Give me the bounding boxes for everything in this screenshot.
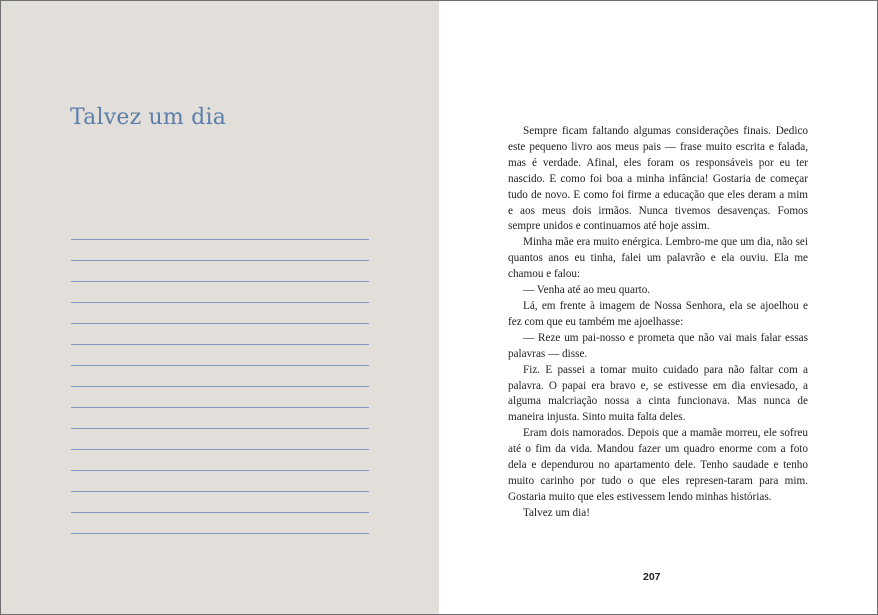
paragraph: Lá, em frente à imagem de Nossa Senhora, ela se ajoelhou e fez com que eu também me ajoelhasse:: [508, 299, 808, 328]
writing-line: [71, 281, 369, 282]
writing-line: [71, 512, 369, 513]
paragraph: — Reze um pai-nosso e prometa que não vai mais falar essas palavras — disse.: [508, 331, 808, 360]
paragraph: Talvez um dia!: [523, 506, 590, 519]
paragraph: Sempre ficam faltando algumas considerações finais. Dedico este pequeno livro aos meus pais — frase muito escrita e falada, mas é verdade. Afinal, eles foram os responsáveis por eu ter nascido. E como foi boa a minha infância! Gostaria de começar tudo de novo. E como foi firme a educação que eles deram a mim e aos meus dois irmãos. Nunca tivemos desavenças. Fomos sempre unidos e continuamos até hoje assim.: [508, 125, 808, 233]
writing-line: [71, 491, 369, 492]
writing-line: [71, 428, 369, 429]
writing-lines: [71, 239, 369, 554]
paragraph: Fiz. E passei a tomar muito cuidado para não faltar com a palavra. O papai era bravo e, se estivesse em dia enviesado, a alguma malcriação nossa a cinta funcionava. Mas nunca de maneira injusta. Sinto muita falta deles.: [508, 363, 808, 424]
writing-line: [71, 260, 369, 261]
writing-line: [71, 344, 369, 345]
page-title: Talvez um dia: [70, 105, 227, 130]
paragraph: Minha mãe era muito enérgica. Lembro-me que um dia, não sei quantos anos eu tinha, falei um palavrão e ela ouviu. Ela me chamou e falou:: [508, 236, 808, 281]
left-page: [1, 1, 439, 614]
writing-line: [71, 449, 369, 450]
page-number: 207: [643, 571, 661, 583]
right-page: [439, 1, 877, 614]
paragraph: Eram dois namorados. Depois que a mamãe morreu, ele sofreu até o fim da vida. Mandou fazer um quadro enorme com a foto dela e dependurou no apartamento dele. Tenho saudade e tenho muito carinho por tudo o que eles represen-taram para mim. Gostaria muito que eles estivessem lendo minhas histórias.: [508, 427, 808, 503]
writing-line: [71, 533, 369, 534]
body-text: [508, 124, 808, 522]
writing-line: [71, 407, 369, 408]
writing-line: [71, 365, 369, 366]
writing-line: [71, 470, 369, 471]
writing-line: [71, 323, 369, 324]
writing-line: [71, 302, 369, 303]
writing-line: [71, 239, 369, 240]
paragraph: — Venha até ao meu quarto.: [523, 284, 651, 297]
writing-line: [71, 386, 369, 387]
